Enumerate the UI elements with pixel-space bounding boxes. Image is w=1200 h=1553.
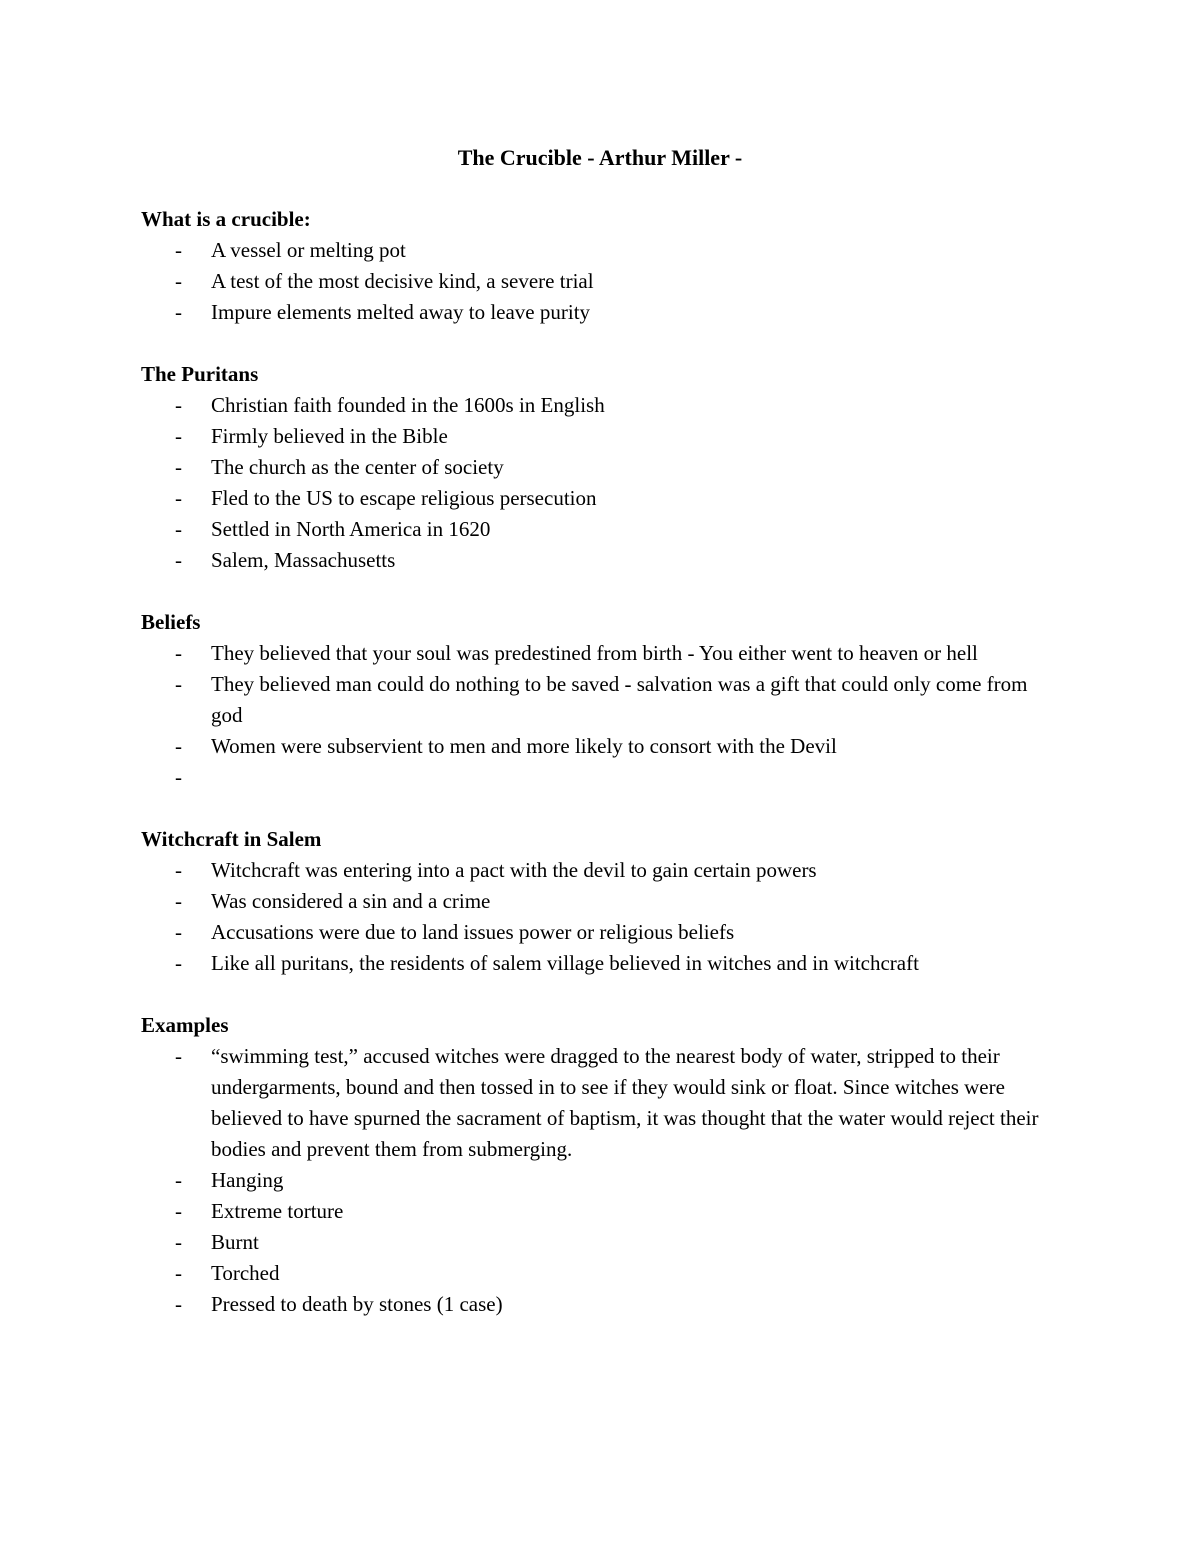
bullet-dash: - bbox=[175, 269, 182, 293]
list-item bbox=[141, 266, 1061, 297]
list-item-text: They believed man could do nothing to be saved - salvation was a gift that could only come from god bbox=[211, 672, 1028, 727]
list-item-text: Extreme torture bbox=[211, 1199, 344, 1223]
section-heading: Beliefs bbox=[141, 610, 201, 634]
section-heading: Examples bbox=[141, 1013, 229, 1037]
list-item-text: Christian faith founded in the 1600s in English bbox=[211, 393, 605, 417]
bullet-dash: - bbox=[175, 455, 182, 479]
list-item-text: Pressed to death by stones (1 case) bbox=[211, 1292, 503, 1316]
list-item bbox=[141, 1289, 1061, 1320]
bullet-list bbox=[141, 855, 1061, 979]
section-examples bbox=[141, 1010, 1061, 1320]
section-what-is-a-crucible bbox=[141, 204, 1061, 328]
bullet-dash: - bbox=[175, 548, 182, 572]
list-item bbox=[141, 1258, 1061, 1289]
list-item-text: Women were subservient to men and more likely to consort with the Devil bbox=[211, 734, 837, 758]
bullet-dash: - bbox=[175, 517, 182, 541]
list-item-text: Hanging bbox=[211, 1168, 284, 1192]
bullet-list bbox=[141, 1041, 1061, 1320]
list-item bbox=[141, 483, 1061, 514]
list-item-text: Burnt bbox=[211, 1230, 259, 1254]
list-item-text: A vessel or melting pot bbox=[211, 238, 406, 262]
bullet-dash: - bbox=[175, 889, 182, 913]
bullet-dash: - bbox=[175, 1168, 182, 1192]
list-item-text: “swimming test,” accused witches were dragged to the nearest body of water, stripped to their undergarments, bound and then tossed in to see if they would sink or float. Since witches were believed to have spurned the sacrament of baptism, it was thought that the water would reject their bodies and prevent them from submerging. bbox=[211, 1044, 1039, 1161]
list-item bbox=[141, 390, 1061, 421]
section-witchcraft-in-salem bbox=[141, 824, 1061, 979]
bullet-dash: - bbox=[175, 672, 182, 696]
document-body bbox=[141, 204, 1061, 1351]
list-item-text: Accusations were due to land issues power or religious beliefs bbox=[211, 920, 735, 944]
list-item bbox=[141, 1165, 1061, 1196]
list-item bbox=[141, 638, 1061, 669]
list-item-text: Like all puritans, the residents of salem village believed in witches and in witchcraft bbox=[211, 951, 919, 975]
list-item-text: Fled to the US to escape religious persecution bbox=[211, 486, 597, 510]
list-item-text: Firmly believed in the Bible bbox=[211, 424, 448, 448]
section-heading: What is a crucible: bbox=[141, 207, 311, 231]
bullet-dash: - bbox=[175, 858, 182, 882]
list-item-text: The church as the center of society bbox=[211, 455, 504, 479]
list-item bbox=[141, 545, 1061, 576]
bullet-dash: - bbox=[175, 951, 182, 975]
list-item bbox=[141, 1227, 1061, 1258]
list-item bbox=[141, 452, 1061, 483]
bullet-dash: - bbox=[175, 1292, 182, 1316]
section-beliefs bbox=[141, 607, 1061, 793]
bullet-list bbox=[141, 638, 1061, 793]
bullet-dash: - bbox=[175, 486, 182, 510]
bullet-dash: - bbox=[175, 734, 182, 758]
list-item bbox=[141, 235, 1061, 266]
bullet-dash: - bbox=[175, 641, 182, 665]
list-item bbox=[141, 855, 1061, 886]
list-item-empty bbox=[141, 762, 1061, 793]
list-item-text: A test of the most decisive kind, a severe trial bbox=[211, 269, 594, 293]
bullet-dash: - bbox=[175, 238, 182, 262]
list-item bbox=[141, 421, 1061, 452]
list-item bbox=[141, 948, 1061, 979]
bullet-dash: - bbox=[175, 1199, 182, 1223]
list-item-text: Torched bbox=[211, 1261, 280, 1285]
list-item bbox=[141, 1041, 1061, 1165]
list-item bbox=[141, 669, 1061, 731]
list-item-text: Salem, Massachusetts bbox=[211, 548, 396, 572]
bullet-dash: - bbox=[175, 1044, 182, 1068]
bullet-dash: - bbox=[175, 1261, 182, 1285]
bullet-dash: - bbox=[175, 424, 182, 448]
section-heading: The Puritans bbox=[141, 362, 259, 386]
list-item bbox=[141, 731, 1061, 762]
bullet-list bbox=[141, 235, 1061, 328]
list-item bbox=[141, 514, 1061, 545]
list-item-text: They believed that your soul was predestined from birth - You either went to heaven or hell bbox=[211, 641, 978, 665]
list-item bbox=[141, 917, 1061, 948]
bullet-dash: - bbox=[175, 393, 182, 417]
list-item-text: Witchcraft was entering into a pact with the devil to gain certain powers bbox=[211, 858, 817, 882]
list-item-text: Impure elements melted away to leave purity bbox=[211, 300, 591, 324]
list-item bbox=[141, 297, 1061, 328]
bullet-dash: - bbox=[175, 920, 182, 944]
list-item bbox=[141, 886, 1061, 917]
section-the-puritans bbox=[141, 359, 1061, 576]
bullet-dash: - bbox=[175, 1230, 182, 1254]
bullet-dash: - bbox=[175, 300, 182, 324]
bullet-list bbox=[141, 390, 1061, 576]
document-title: The Crucible - Arthur Miller - bbox=[457, 145, 743, 170]
list-item-text: Settled in North America in 1620 bbox=[211, 517, 491, 541]
section-heading: Witchcraft in Salem bbox=[141, 827, 322, 851]
bullet-dash: - bbox=[175, 765, 182, 789]
list-item-text: Was considered a sin and a crime bbox=[211, 889, 491, 913]
list-item bbox=[141, 1196, 1061, 1227]
